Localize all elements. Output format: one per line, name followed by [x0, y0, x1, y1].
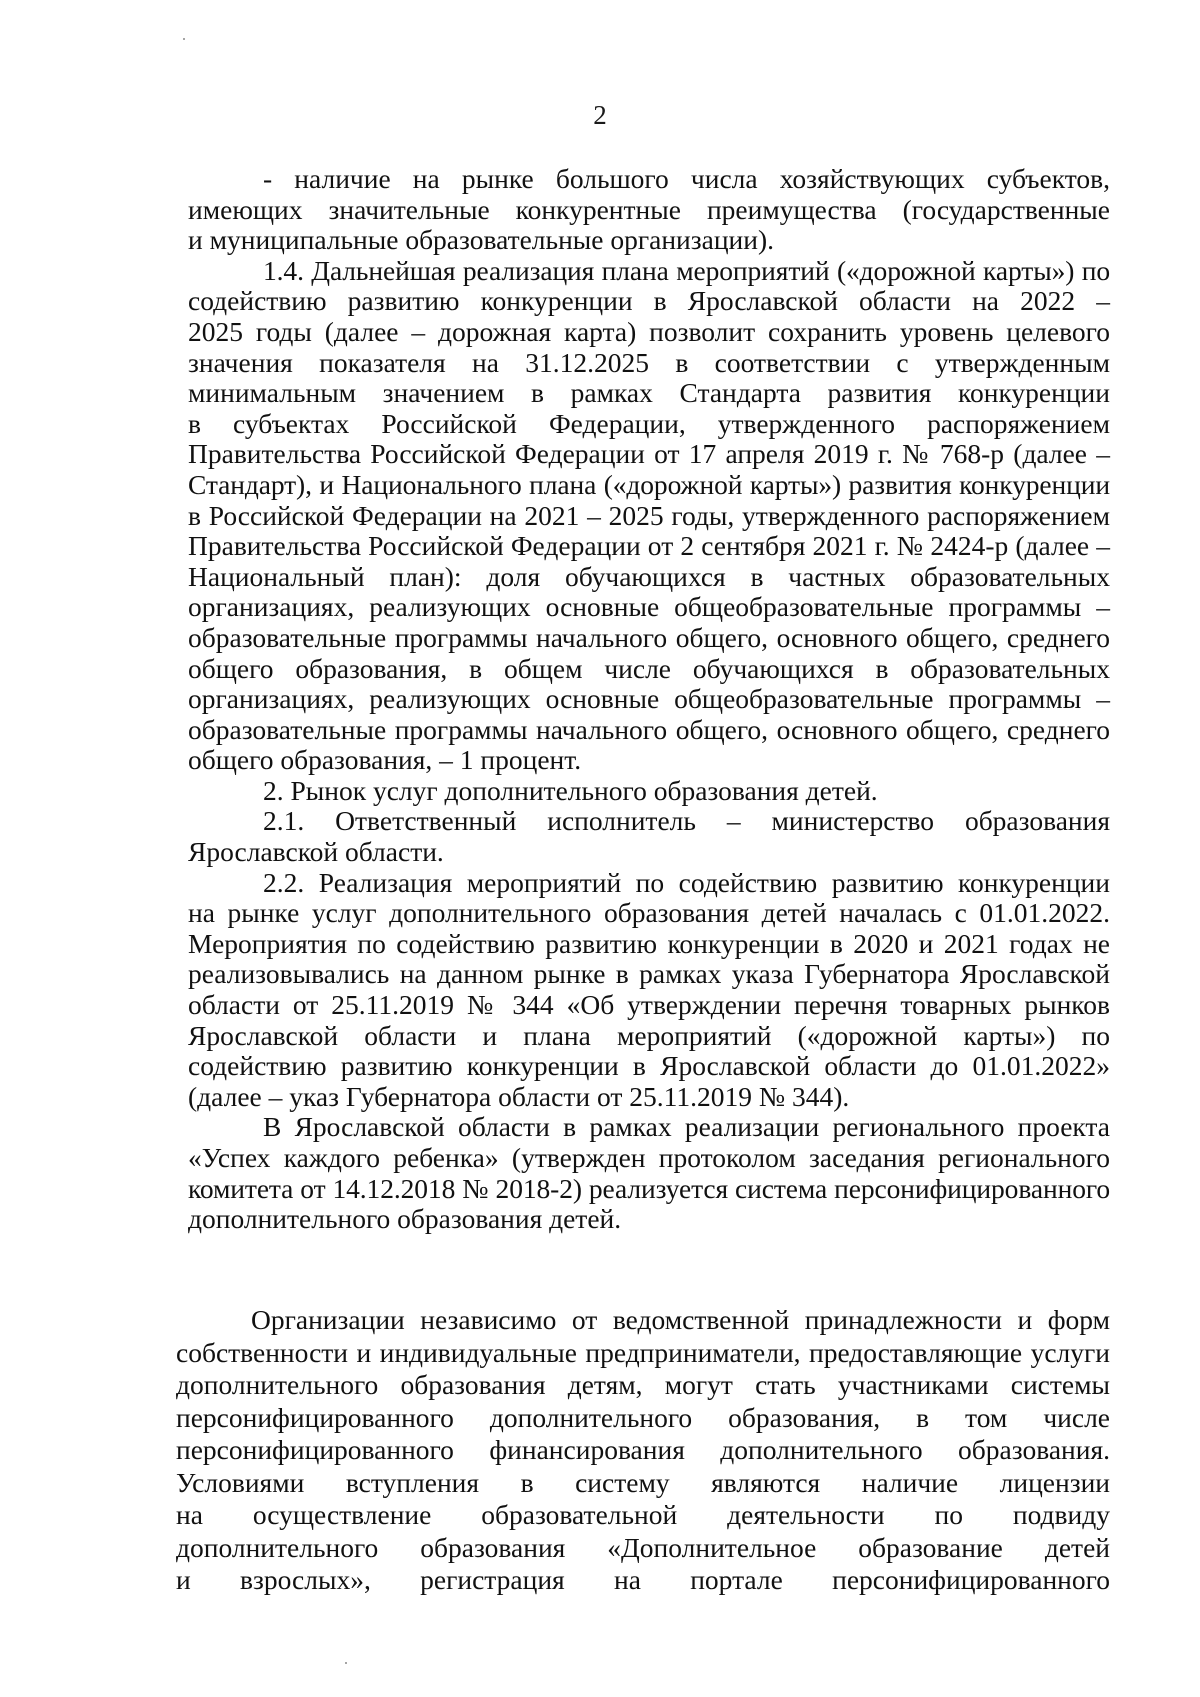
text-line: реализовывались на данном рынке в рамках указа Губернатора Ярославской: [188, 958, 1110, 990]
text-line: организациях, реализующих основные общеобразовательные программы –: [188, 683, 1110, 715]
text-line: Мероприятия по содействию развитию конкуренции в 2020 и 2021 годах не: [188, 927, 1110, 959]
text-line: содействию развитию конкуренции в Ярославской области на 2022 –: [188, 285, 1110, 317]
scan-speck: [345, 1662, 347, 1664]
text-line: комитета от 14.12.2018 № 2018-2) реализуется система персонифицированного: [188, 1172, 1110, 1204]
text-line: собственности и индивидуальные предприниматели, предоставляющие услуги: [176, 1336, 1110, 1368]
text-line: «Успех каждого ребенка» (утвержден протоколом заседания регионального: [188, 1142, 1110, 1173]
text-line: 2.2. Реализация мероприятий по содействию развитию конкуренции: [263, 866, 1110, 898]
document-body-upper: [188, 164, 1110, 1235]
paragraph: [176, 1304, 1110, 1597]
text-line: имеющих значительные конкурентные преимущества (государственные: [188, 193, 1110, 225]
text-line: и взрослых», регистрация на портале персонифицированного: [176, 1564, 1110, 1595]
text-line: значения показателя на 31.12.2025 в соответствии с утвержденным: [188, 346, 1110, 378]
text-line: организациях, реализующих основные общеобразовательные программы –: [188, 591, 1110, 623]
paragraph: [188, 776, 1110, 807]
paragraph: [188, 868, 1110, 1113]
paragraph: [188, 164, 1110, 256]
text-line: общего образования, в общем числе обучающихся в образовательных: [188, 652, 1110, 684]
text-line: В Ярославской области в рамках реализации регионального проекта: [263, 1111, 1110, 1143]
text-line: области от 25.11.2019 № 344 «Об утверждении перечня товарных рынков: [188, 989, 1110, 1021]
text-line: - наличие на рынке большого числа хозяйствующих субъектов,: [263, 163, 1110, 194]
text-line: Правительства Российской Федерации от 17 апреля 2019 г. № 768-р (далее –: [188, 438, 1110, 470]
text-line: дополнительного образования детям, могут стать участниками системы: [176, 1369, 1110, 1400]
text-line: на рынке услуг дополнительного образования детей началась с 01.01.2022.: [188, 897, 1110, 929]
text-line: в Российской Федерации на 2021 – 2025 годы, утвержденного распоряжением: [188, 499, 1110, 531]
text-line: 1.4. Дальнейшая реализация плана мероприятий («дорожной карты») по: [263, 254, 1110, 286]
text-line: Стандарт), и Национального плана («дорожной карты») развития конкуренции: [188, 468, 1110, 500]
text-line: (далее – указ Губернатора области от 25.11.2019 № 344).: [188, 1080, 850, 1112]
paragraph: [188, 1112, 1110, 1234]
text-line: Ярославской области и плана мероприятий («дорожной карты») по: [188, 1019, 1110, 1051]
text-line: Правительства Российской Федерации от 2 сентября 2021 г. № 2424-р (далее –: [188, 530, 1110, 562]
text-line: содействию развитию конкуренции в Ярославской области до 01.01.2022»: [188, 1050, 1110, 1082]
text-line: и муниципальные образовательные организации).: [188, 224, 775, 256]
text-line: общего образования, – 1 процент.: [188, 744, 582, 776]
text-line: на осуществление образовательной деятельности по подвиду: [176, 1499, 1110, 1530]
text-line: Национальный план): доля обучающихся в частных образовательных: [188, 560, 1110, 592]
text-line: персонифицированного дополнительного образования, в том числе: [176, 1401, 1110, 1433]
text-line: образовательные программы начального общего, основного общего, среднего: [188, 621, 1110, 653]
paragraph: [188, 806, 1110, 867]
paragraph: [188, 256, 1110, 776]
text-line: Организации независимо от ведомственной принадлежности и форм: [251, 1304, 1110, 1335]
text-line: Условиями вступления в систему являются наличие лицензии: [176, 1466, 1110, 1498]
text-line: персонифицированного финансирования дополнительного образования.: [176, 1434, 1110, 1465]
text-line: Ярославской области.: [188, 836, 444, 868]
text-line: 2025 годы (далее – дорожная карта) позволит сохранить уровень целевого: [188, 315, 1110, 347]
text-line: образовательные программы начального общего, основного общего, среднего: [188, 713, 1110, 745]
text-line: в субъектах Российской Федерации, утвержденного распоряжением: [188, 407, 1110, 439]
page-number: 2: [593, 100, 607, 130]
text-line: дополнительного образования «Дополнительное образование детей: [176, 1531, 1110, 1563]
text-line: 2. Рынок услуг дополнительного образования детей.: [263, 774, 878, 806]
scan-speck: [183, 38, 185, 40]
text-line: 2.1. Ответственный исполнитель – министерство образования: [263, 805, 1110, 837]
text-line: дополнительного образования детей.: [188, 1203, 622, 1235]
document-body-lower: [176, 1304, 1110, 1597]
text-line: минимальным значением в рамках Стандарта развития конкуренции: [188, 377, 1110, 409]
